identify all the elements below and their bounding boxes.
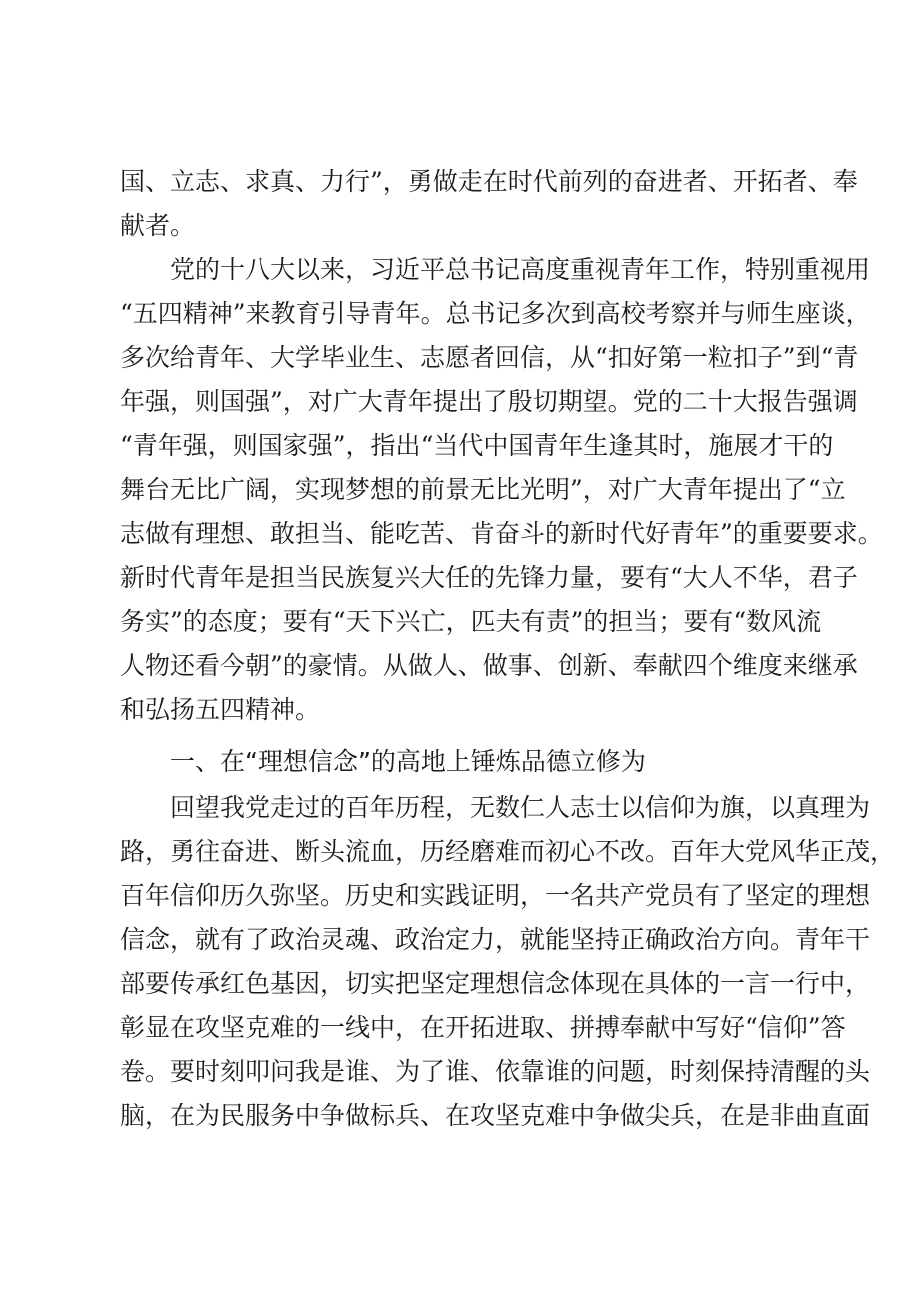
text-line: “五四精神”来教育引导青年。总书记多次到高校考察并与师生座谈， (120, 299, 871, 328)
text-line: 志做有理想、敢担当、能吃苦、肯奋斗的新时代好青年”的重要要求。 (120, 519, 883, 548)
text-line: 彰显在攻坚克难的一线中，在开拓进取、拼搏奉献中写好“信仰”答 (120, 1013, 846, 1042)
section-heading: 一、在“理想信念”的高地上锤炼品德立修为 (170, 747, 646, 776)
text-line: 回望我党走过的百年历程，无数仁人志士以信仰为旗，以真理为 (170, 793, 871, 822)
text-line: 信念，就有了政治灵魂、政治定力，就能坚持正确政治方向。青年干 (120, 925, 871, 954)
text-line: 务实”的态度；要有“天下兴亡，匹夫有责”的担当；要有“数风流 (120, 607, 822, 636)
text-line: 多次给青年、大学毕业生、志愿者回信，从“扣好第一粒扣子”到“青 (120, 343, 859, 372)
text-line: 党的十八大以来，习近平总书记高度重视青年工作，特别重视用 (170, 255, 871, 284)
text-line: 脑，在为民服务中争做标兵、在攻坚克难中争做尖兵，在是非曲直面 (120, 1101, 871, 1130)
text-line: 卷。要时刻叩问我是谁、为了谁、依靠谁的问题，时刻保持清醒的头 (120, 1057, 871, 1086)
document-page (120, 160, 896, 1138)
text-line: 新时代青年是担当民族复兴大任的先锋力量，要有“大人不华，君子 (120, 563, 858, 592)
text-line: 和弘扬五四精神。 (120, 695, 321, 724)
text-line: 舞台无比广阔，实现梦想的前景无比光明”，对广大青年提出了“立 (120, 475, 846, 504)
text-line: 献者。 (120, 211, 196, 240)
text-line: 路，勇往奋进、断头流血，历经磨难而初心不改。百年大党风华正茂， (120, 837, 896, 866)
text-line: “青年强，则国家强”，指出“当代中国青年生逢其时，施展才干的 (120, 431, 834, 460)
text-line: 部要传承红色基因，切实把坚定理想信念体现在具体的一言一行中， (120, 969, 871, 998)
text-line: 年强，则国强”，对广大青年提出了殷切期望。党的二十大报告强调 (120, 387, 858, 416)
text-line: 百年信仰历久弥坚。历史和实践证明，一名共产党员有了坚定的理想 (120, 881, 871, 910)
text-line: 人物还看今朝”的豪情。从做人、做事、创新、奉献四个维度来继承 (120, 651, 858, 680)
text-line: 国、立志、求真、力行”，勇做走在时代前列的奋进者、开拓者、奉 (120, 167, 858, 196)
